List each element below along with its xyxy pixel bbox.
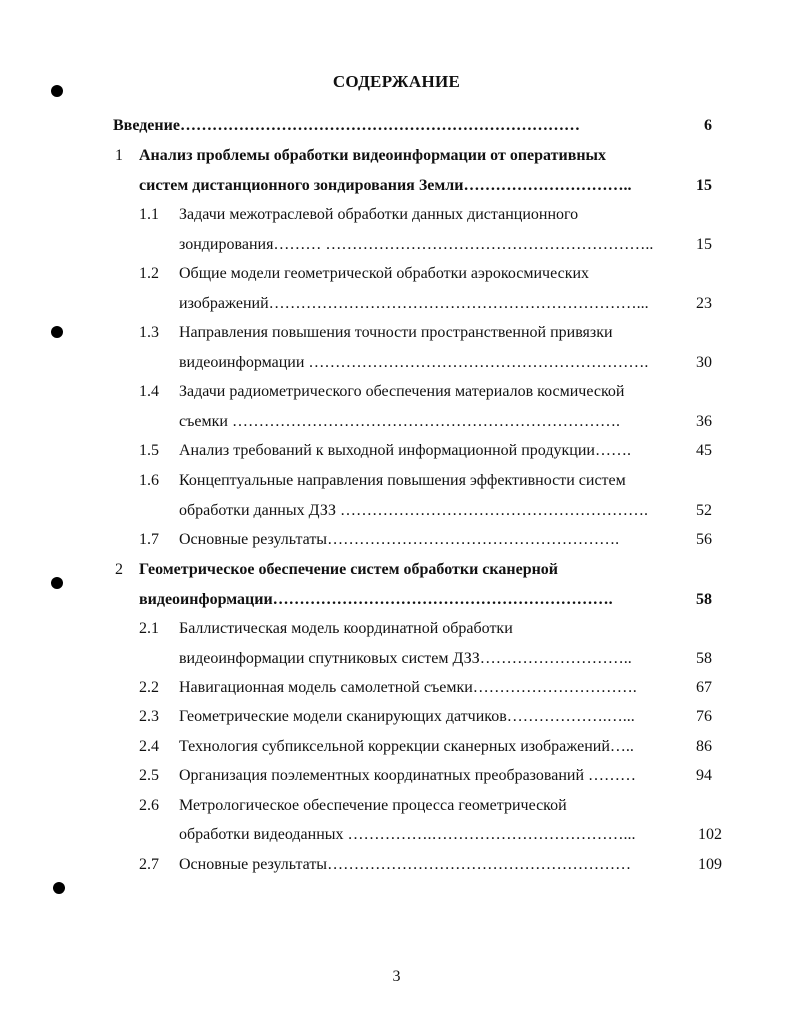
section-title: Организация поэлементных координатных преобразований ……… — [179, 767, 637, 784]
section-title-line2: изображений……………………………………………………………... — [179, 295, 649, 312]
section-title-line2: обработки данных ДЗЗ …………………………………………………. — [179, 502, 648, 519]
chapter-2-number: 2 — [115, 561, 123, 578]
section-title-line2: обработки видеоданных …………….………………………………... — [179, 826, 636, 843]
toc-title: СОДЕРЖАНИЕ — [332, 72, 461, 91]
section-number: 1.5 — [139, 442, 159, 459]
section-page: 45 — [696, 442, 712, 459]
section-title-line2: видеоинформации ………………………………………………………. — [179, 354, 649, 371]
toc-intro-page: 6 — [704, 117, 712, 134]
chapter-2-title-line2: видеоинформации………………………………………………………. — [139, 591, 613, 608]
section-number: 2.1 — [139, 620, 159, 637]
section-number: 2.2 — [139, 679, 159, 696]
section-page: 102 — [698, 826, 722, 843]
section-page: 15 — [696, 236, 712, 253]
section-title: Геометрические модели сканирующих датчиков……………….…... — [179, 708, 635, 725]
section-title-line1: Задачи межотраслевой обработки данных дистанционного — [179, 206, 579, 223]
hole-punch-mark — [51, 326, 63, 338]
section-number: 1.4 — [139, 383, 159, 400]
section-page: 76 — [696, 708, 712, 725]
section-number: 2.6 — [139, 797, 159, 814]
section-page: 56 — [696, 531, 712, 548]
section-number: 1.6 — [139, 472, 159, 489]
section-page: 36 — [696, 413, 712, 430]
toc-intro-label: Введение………………………………………………………………… — [113, 117, 580, 134]
section-title-line1: Направления повышения точности пространственной привязки — [179, 324, 613, 341]
section-page: 58 — [696, 650, 712, 667]
section-title: Навигационная модель самолетной съемки…………………………. — [179, 679, 637, 696]
chapter-2-title-line1: Геометрическое обеспечение систем обработки сканерной — [139, 561, 559, 578]
section-title-line2: съемки ………………………………………………………………. — [179, 413, 620, 430]
section-number: 1.2 — [139, 265, 159, 282]
section-page: 109 — [698, 856, 722, 873]
section-title-line1: Баллистическая модель координатной обработки — [179, 620, 513, 637]
section-page: 52 — [696, 502, 712, 519]
section-title-line2: зондирования……… …………………………………………………….. — [179, 236, 654, 253]
section-title: Технология субпиксельной коррекции сканерных изображений….. — [179, 738, 634, 755]
section-title-line1: Метрологическое обеспечение процесса геометрической — [179, 797, 567, 814]
section-number: 2.4 — [139, 738, 159, 755]
chapter-1-title-line2: систем дистанционного зондирования Земли………………………….. — [139, 177, 632, 194]
section-title: Основные результаты………………………………………………. — [179, 531, 620, 548]
section-page: 86 — [696, 738, 712, 755]
hole-punch-mark — [53, 882, 65, 894]
section-number: 2.7 — [139, 856, 159, 873]
section-number: 2.5 — [139, 767, 159, 784]
page-number: 3 — [392, 968, 401, 985]
section-title: Основные результаты………………………………………………… — [179, 856, 632, 873]
section-number: 1.1 — [139, 206, 159, 223]
section-title-line1: Концептуальные направления повышения эффективности систем — [179, 472, 626, 489]
hole-punch-mark — [51, 577, 63, 589]
section-number: 1.7 — [139, 531, 159, 548]
section-title-line1: Задачи радиометрического обеспечения материалов космической — [179, 383, 625, 400]
chapter-1-title-line1: Анализ проблемы обработки видеоинформации от оперативных — [139, 147, 607, 164]
section-title: Анализ требований к выходной информационной продукции……. — [179, 442, 631, 459]
section-title-line2: видеоинформации спутниковых систем ДЗЗ……………………….. — [179, 650, 632, 667]
chapter-2-page: 58 — [696, 591, 712, 608]
section-title-line1: Общие модели геометрической обработки аэрокосмических — [179, 265, 590, 282]
section-page: 30 — [696, 354, 712, 371]
section-number: 2.3 — [139, 708, 159, 725]
section-page: 94 — [696, 767, 712, 784]
chapter-1-page: 15 — [696, 177, 712, 194]
section-number: 1.3 — [139, 324, 159, 341]
chapter-1-number: 1 — [115, 147, 123, 164]
section-page: 23 — [696, 295, 712, 312]
section-page: 67 — [696, 679, 712, 696]
